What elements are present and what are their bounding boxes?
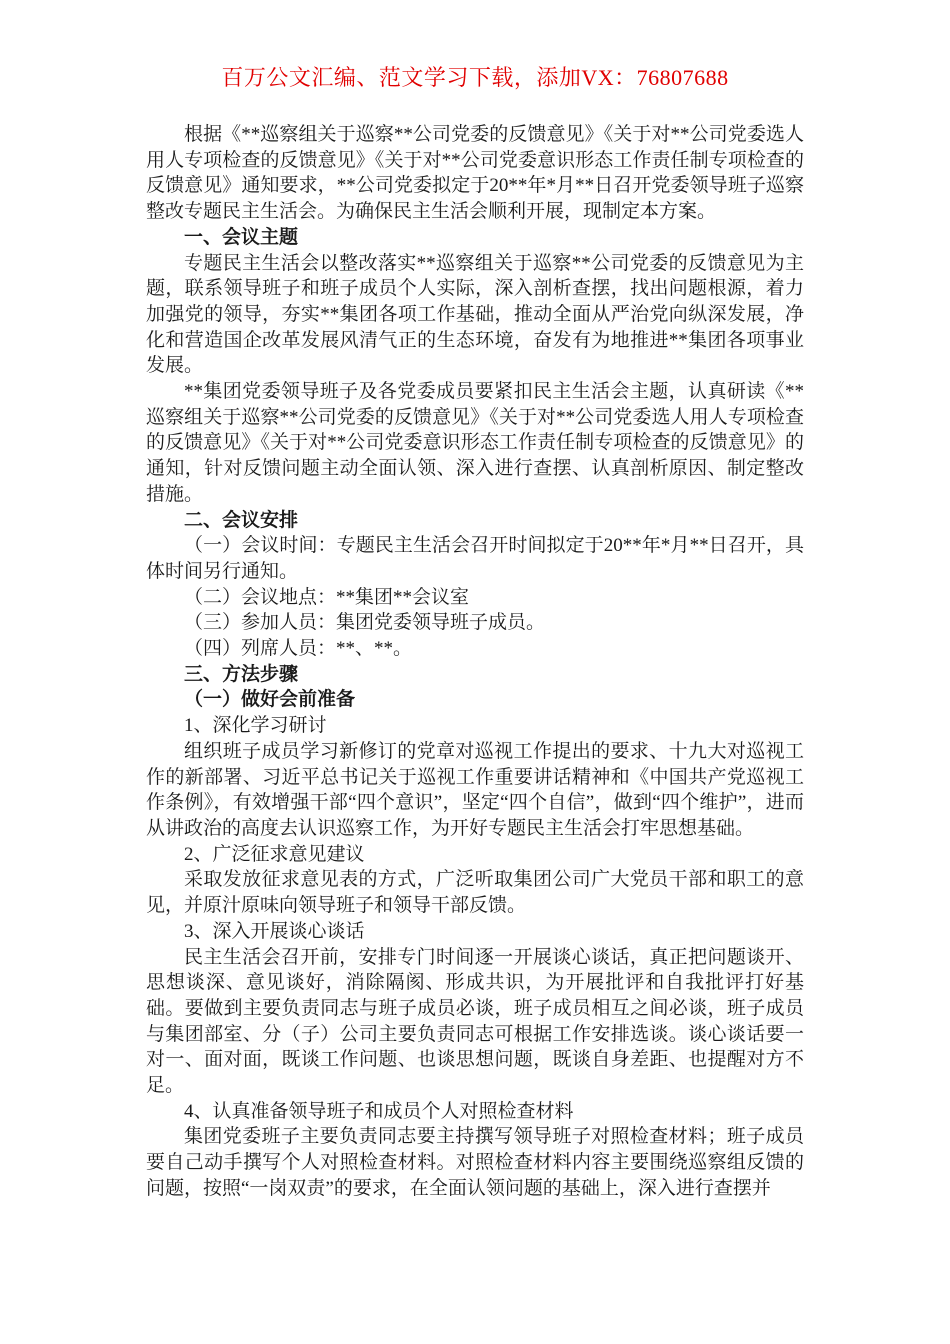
paragraph: （二）会议地点：**集团**会议室 <box>184 586 470 608</box>
paragraph: （三）参加人员：集团党委领导班子成员。 <box>184 612 546 634</box>
paragraph: 组织班子成员学习新修订的党章对巡视工作提出的要求、十九大对巡视工作的新部署、习近平总书记关于巡视工作重要讲话精神和《中国共产党巡视工作条例》，有效增强干部“四个意识”，坚定“四个自信”，做到“四个维护”，进而从讲政治的高度去认识巡察工作，为开好专题民主生活会打牢思想基础。 <box>146 740 804 839</box>
section-heading: 三、方法步骤 <box>184 663 299 685</box>
header-notice: 百万公文汇编、范文学习下载，添加VX：76807688 <box>221 65 729 90</box>
paragraph: 采取发放征求意见表的方式，广泛听取集团公司广大党员干部和职工的意见，并原汁原味向领导班子和领导干部反馈。 <box>146 869 804 917</box>
paragraph: 专题民主生活会以整改落实**巡察组关于巡察**公司党委的反馈意见为主题，联系领导班子和班子成员个人实际，深入剖析查摆，找出问题根源，着力加强党的领导，夯实**集团各项工作基础，推动全面从严治党向纵深发展，净化和营造国企改革发展风清气正的生态环境，奋发有为地推进**集团各项事业发展。 <box>146 252 804 377</box>
paragraph: 集团党委班子主要负责同志要主持撰写领导班子对照检查材料；班子成员要自己动手撰写个人对照检查材料。对照检查材料内容主要围绕巡察组反馈的问题，按照“一岗双责”的要求，在全面认领问题的基础上，深入进行查摆并 <box>146 1126 804 1199</box>
document-body <box>146 122 804 1202</box>
section-heading: 一、会议主题 <box>184 226 299 248</box>
paragraph: （四）列席人员：**、**。 <box>184 638 413 660</box>
numbered-heading: 2、广泛征求意见建议 <box>184 843 365 865</box>
numbered-heading: 3、深入开展谈心谈话 <box>184 920 365 942</box>
numbered-heading: 4、认真准备领导班子和成员个人对照检查材料 <box>184 1100 574 1122</box>
paragraph: 根据《**巡察组关于巡察**公司党委的反馈意见》《关于对**公司党委选人用人专项检查的反馈意见》《关于对**公司党委意识形态工作责任制专项检查的反馈意见》通知要求，**公司党委拟定于20**年*月**日召开党委领导班子巡察整改专题民主生活会。为确保民主生活会顺利开展，现制定本方案。 <box>146 124 804 223</box>
numbered-heading: 1、深化学习研讨 <box>184 715 327 737</box>
paragraph: **集团党委领导班子及各党委成员要紧扣民主生活会主题，认真研读《**巡察组关于巡察**公司党委的反馈意见》《关于对**公司党委选人用人专项检查的反馈意见》《关于对**公司党委意识形态工作责任制专项检查的反馈意见》的通知，针对反馈问题主动全面认领、深入进行查摆、认真剖析原因、制定整改措施。 <box>146 381 804 505</box>
paragraph: （一）会议时间：专题民主生活会召开时间拟定于20**年*月**日召开，具体时间另行通知。 <box>146 535 804 582</box>
section-heading: 二、会议安排 <box>184 509 299 531</box>
paragraph: 民主生活会召开前，安排专门时间逐一开展谈心谈话，真正把问题谈开、思想谈深、意见谈好，消除隔阂、形成共识，为开展批评和自我批评打好基础。要做到主要负责同志与班子成员必谈，班子成员相互之间必谈，班子成员与集团部室、分（子）公司主要负责同志可根据工作安排选谈。谈心谈话要一对一、面对面，既谈工作问题、也谈思想问题，既谈自身差距、也提醒对方不足。 <box>146 946 804 1097</box>
section-heading: （一）做好会前准备 <box>184 689 356 711</box>
